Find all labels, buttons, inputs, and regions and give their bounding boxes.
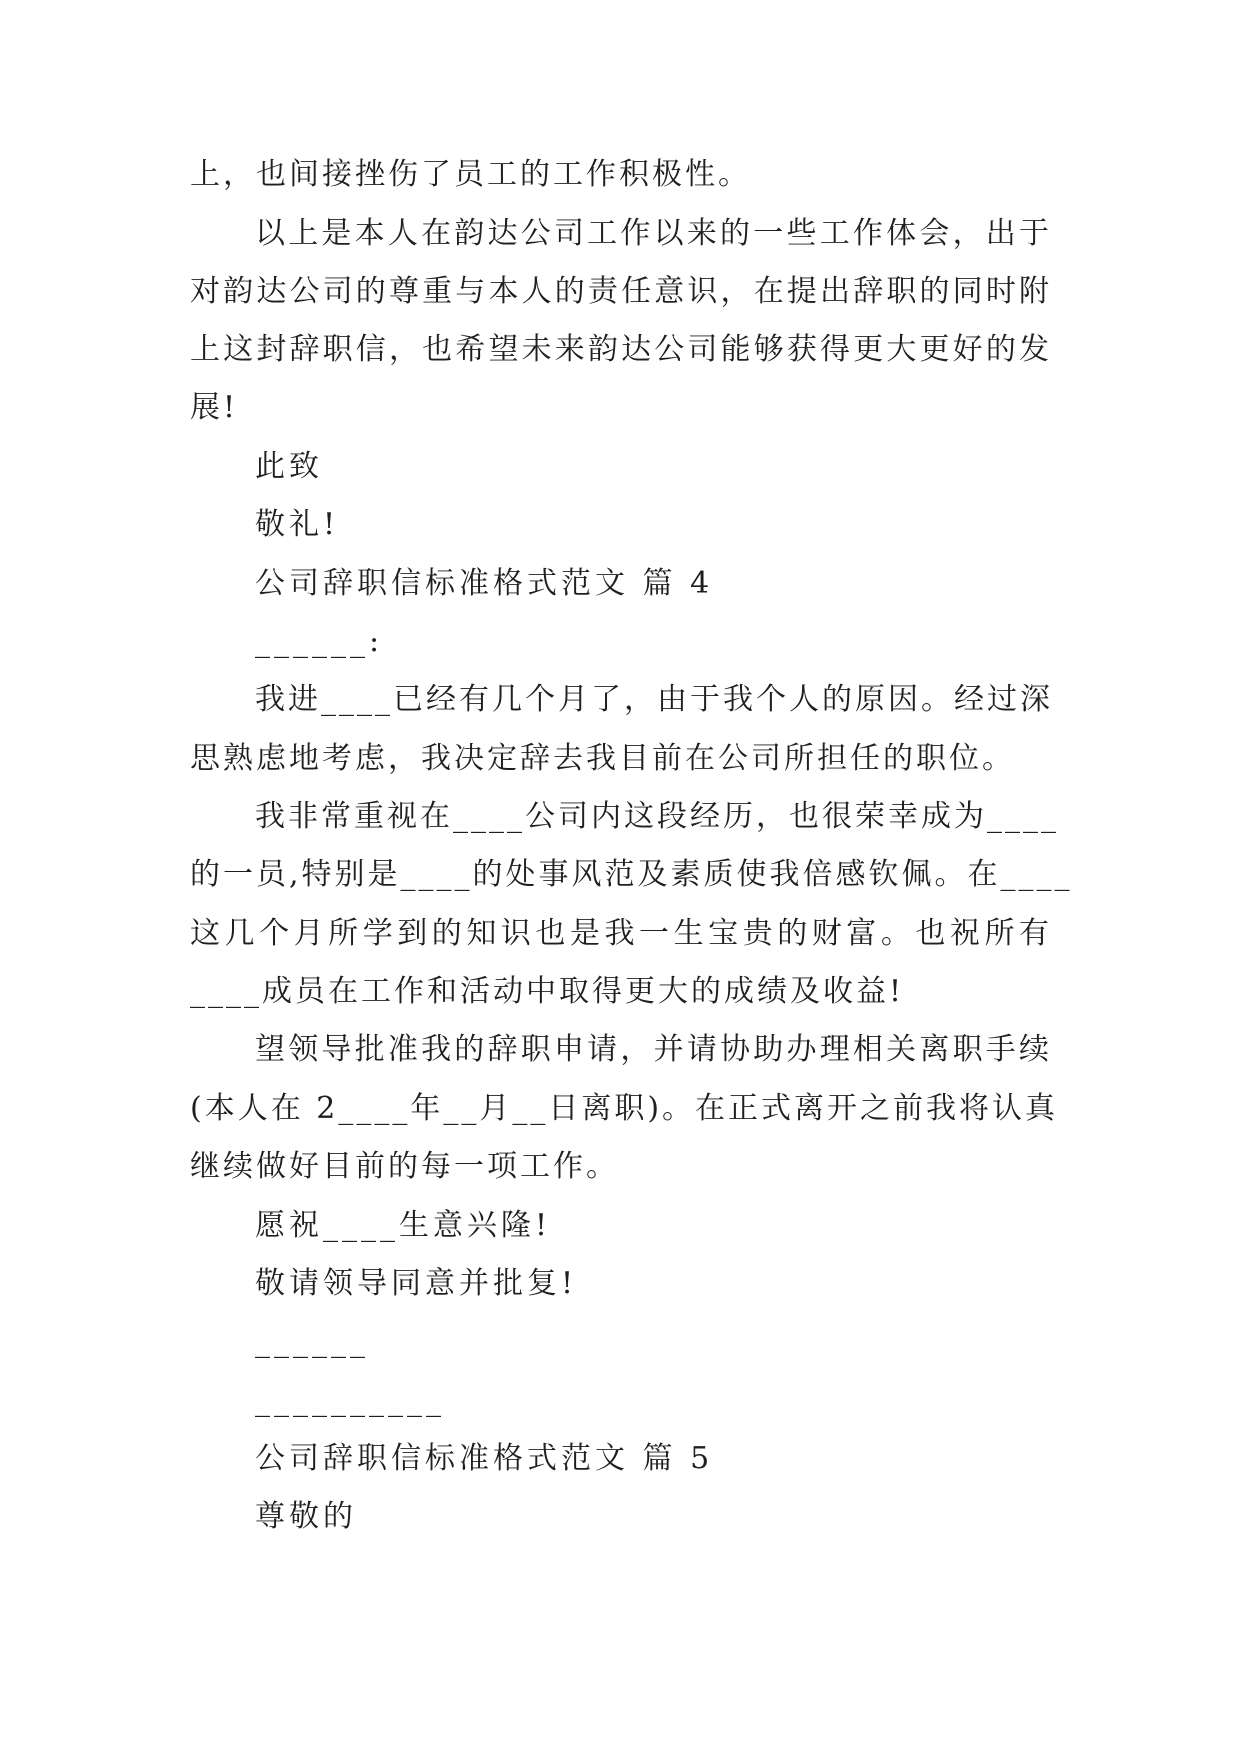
paragraph-line: 我进____已经有几个月了，由于我个人的原因。经过深 [255, 682, 1053, 717]
date-blank: __________ [255, 1383, 445, 1418]
paragraph-line: 这几个月所学到的知识也是我一生宝贵的财富。也祝所有 [190, 916, 1052, 951]
paragraph-line: 上这封辞职信，也希望未来韵达公司能够获得更大更好的发 [190, 332, 1052, 367]
paragraph-line: 望领导批准我的辞职申请，并请协助办理相关离职手续 [255, 1032, 1052, 1067]
salutation: 尊敬的 [255, 1499, 357, 1534]
paragraph-line: 上，也间接挫伤了员工的工作积极性。 [190, 157, 751, 192]
signature-blank: ______ [255, 1324, 369, 1359]
paragraph-line: 的一员,特别是____的处事风范及素质使我倍感钦佩。在____ [190, 857, 1073, 892]
addressee-blank: ______: [255, 624, 384, 659]
wish-line: 愿祝____生意兴隆! [255, 1208, 552, 1243]
section-heading: 公司辞职信标准格式范文 篇 4 [255, 566, 714, 601]
paragraph-line: 继续做好目前的每一项工作。 [190, 1149, 619, 1184]
paragraph-line: (本人在 2____年__月__日离职)。在正式离开之前我将认真 [190, 1091, 1059, 1126]
section-heading: 公司辞职信标准格式范文 篇 5 [255, 1441, 714, 1476]
closing-salutation: 敬礼! [255, 507, 340, 542]
paragraph-line: 对韵达公司的尊重与本人的责任意识，在提出辞职的同时附 [190, 274, 1052, 309]
closing-phrase: 此致 [255, 449, 323, 484]
paragraph-line: ____成员在工作和活动中取得更大的成绩及收益! [190, 974, 905, 1009]
paragraph-line: 我非常重视在____公司内这段经历，也很荣幸成为____ [255, 799, 1059, 834]
paragraph-line: 展! [190, 390, 239, 425]
paragraph-line: 思熟虑地考虑，我决定辞去我目前在公司所担任的职位。 [190, 741, 1015, 776]
paragraph-line: 以上是本人在韵达公司工作以来的一些工作体会，出于 [255, 216, 1052, 251]
request-line: 敬请领导同意并批复! [255, 1266, 578, 1301]
